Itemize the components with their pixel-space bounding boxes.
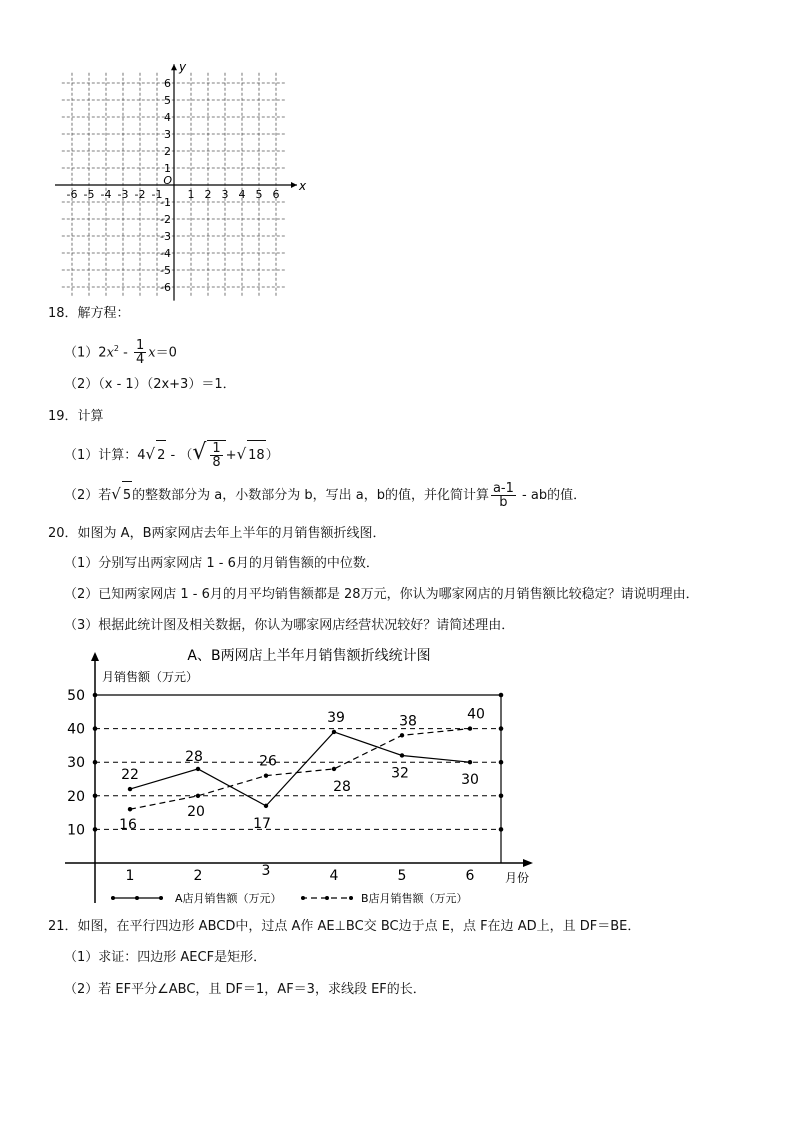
series-a-point [332, 730, 336, 734]
axis-tick-dot [93, 794, 98, 799]
x-tick-label: -1 [151, 188, 163, 201]
equals-zero: ＝0 [155, 345, 177, 361]
minus-paren: - （ [166, 448, 193, 463]
y-tick-label: -6 [160, 281, 171, 294]
part-number: （1） [64, 345, 99, 361]
x-tick-label: -6 [66, 188, 78, 201]
x-tick-label: -4 [100, 188, 112, 201]
series-a-data-label: 32 [391, 765, 409, 782]
x-tick-label: 6 [465, 868, 475, 884]
series-a-point [400, 753, 404, 757]
question-20-title: 20．如图为 A，B两家网店去年上半年的月销售额折线图． [48, 526, 386, 541]
y-tick-label: 4 [164, 111, 171, 124]
y-tick-label: 1 [164, 162, 171, 175]
x-tick-label: 5 [397, 868, 407, 884]
radical-sign: √ [145, 445, 156, 463]
axis-tick-dot [93, 726, 98, 731]
close-paren: ） [265, 448, 279, 463]
y-tick-label: 40 [67, 721, 85, 738]
fraction-numerator: 1 [212, 441, 221, 456]
gridline-end-dot [499, 794, 504, 799]
question-21-title: 21．如图，在平行四边形 ABCD中，过点 A作 AE⊥BC交 BC边于点 E，点 F在边 AD上，且 DF＝BE． [48, 919, 641, 934]
exponent: 2 [113, 344, 119, 353]
y-tick-label: 20 [67, 788, 85, 805]
question-20-part-1: （1）分别写出两家网店 1 - 6月的月销售额的中位数． [64, 556, 379, 571]
gridline-end-dot [499, 693, 504, 698]
y-tick-label: -4 [160, 247, 171, 260]
y-tick-label: 50 [67, 688, 85, 704]
y-tick-label: 6 [164, 77, 171, 90]
x-tick-label: 1 [187, 188, 195, 201]
part-1-prefix: （1）计算：4 [64, 448, 146, 463]
fraction-denominator: 4 [135, 352, 145, 368]
y-axis-title: 月销售额（万元） [102, 670, 199, 684]
gridline-end-dot [499, 726, 504, 731]
radical-sign: √ [192, 440, 207, 465]
y-tick-label: 2 [164, 145, 171, 158]
fraction-numerator: 1 [135, 338, 145, 354]
x-tick-label: -5 [83, 188, 95, 201]
question-21-part-2: （2）若 EF平分∠ABC，且 DF＝1，AF＝3，求线段 EF的长． [64, 982, 426, 997]
fraction-denominator: 8 [212, 455, 221, 470]
x-axis-label: x [299, 179, 307, 193]
series-b-point [468, 726, 472, 730]
legend-b-marker [325, 896, 329, 900]
series-a-point [128, 787, 132, 791]
coefficient: 2 [98, 345, 107, 361]
y-tick-label: -5 [160, 264, 171, 277]
legend-a-marker [111, 896, 115, 900]
minus-sign: - [119, 345, 132, 361]
fraction-numerator: a-1 [492, 481, 514, 496]
y-tick-label: -1 [160, 196, 171, 209]
chart-y-axis-arrow [91, 652, 99, 661]
series-b-point [332, 767, 336, 771]
series-a-data-label: 39 [327, 709, 345, 726]
legend-a-marker [135, 896, 139, 900]
axis-tick-dot [93, 760, 98, 765]
series-a-point [196, 767, 200, 771]
y-axis-label: y [179, 60, 187, 75]
variable-x: x [148, 345, 156, 361]
series-a-point [264, 804, 268, 808]
axis-tick-dot [93, 827, 98, 832]
variable-x: x [106, 345, 114, 361]
legend-b-marker [349, 896, 353, 900]
gridline-end-dot [499, 760, 504, 765]
y-tick-label: 5 [164, 94, 171, 107]
x-tick-label: 3 [261, 863, 271, 879]
question-19-part-2 [64, 480, 586, 510]
x-tick-label: 1 [125, 868, 135, 884]
fraction-denominator: b [499, 495, 508, 510]
series-b-data-label: 40 [467, 706, 485, 723]
fraction [491, 482, 516, 509]
gridline-end-dot [499, 827, 504, 832]
part-2-text: 的整数部分为 a，小数部分为 b，写出 a，b的值，并化简计算 [132, 488, 489, 503]
series-a-data-label: 28 [185, 748, 203, 765]
radical-sign: √ [236, 445, 247, 463]
question-19-title: 19．计算 [48, 409, 104, 424]
x-axis-arrow [291, 182, 297, 188]
series-a-line [130, 732, 470, 806]
series-b-data-label: 38 [399, 713, 417, 730]
radicand-fraction [207, 440, 225, 471]
y-axis-arrow [171, 64, 177, 70]
question-20-part-3: （3）根据此统计图及相关数据，你认为哪家网店经营状况较好？请简述理由． [64, 618, 515, 633]
part-2-prefix: （2）若 [64, 488, 112, 503]
question-18-part-2: （2）（x - 1）（2x+3）＝1． [64, 377, 236, 392]
x-tick-label: -2 [134, 188, 146, 201]
x-axis-title: 月份 [505, 871, 530, 885]
radicand: 18 [247, 440, 266, 471]
chart-title: A、B两网店上半年月销售额折线统计图 [187, 648, 431, 664]
chart-x-axis-arrow [523, 859, 533, 867]
y-tick-label: -3 [160, 230, 171, 243]
x-tick-label: -3 [117, 188, 129, 201]
y-tick-label: 30 [67, 755, 85, 772]
legend-a-marker [159, 896, 163, 900]
x-tick-label: 2 [193, 868, 203, 884]
x-tick-label: 4 [238, 188, 246, 201]
series-b-point [196, 794, 200, 798]
x-tick-label: 4 [329, 868, 339, 884]
x-tick-label: 6 [272, 188, 280, 201]
radicand: 2 [156, 440, 166, 471]
series-a-point [468, 760, 472, 764]
coordinate-grid [60, 55, 307, 294]
x-tick-label: 2 [204, 188, 212, 201]
axis-tick-dot [93, 693, 98, 698]
x-tick-label: 5 [255, 188, 263, 201]
y-tick-label: -2 [160, 213, 171, 226]
series-b-data-label: 28 [333, 778, 351, 795]
series-b-data-label: 16 [119, 817, 137, 834]
y-tick-label: 3 [164, 128, 171, 141]
radicand: 5 [122, 481, 132, 510]
origin-label: O [163, 174, 172, 187]
sales-line-chart [55, 640, 555, 910]
legend-a-label: A店月销售额（万元） [175, 892, 282, 905]
question-18-part-1 [64, 336, 177, 366]
legend-item-b [301, 891, 468, 905]
series-b-point [264, 773, 268, 777]
series-a-data-label: 30 [461, 772, 479, 789]
legend-b-marker [301, 896, 305, 900]
part-2-end: - ab的值． [517, 488, 587, 503]
question-18-title: 18．解方程： [48, 306, 130, 321]
series-a-data-label: 22 [121, 767, 139, 784]
series-b-data-label: 26 [259, 753, 277, 770]
series-b-point [128, 807, 132, 811]
question-21-part-1: （1）求证：四边形 AECF是矩形． [64, 950, 267, 965]
plus-sign: + [225, 448, 237, 463]
x-tick-label: 3 [221, 188, 229, 201]
legend-item-a [111, 891, 282, 905]
legend-b-label: B店月销售额（万元） [361, 892, 468, 905]
question-19-part-1 [64, 438, 279, 471]
question-20-part-2: （2）已知两家网店 1 - 6月的月平均销售额都是 28万元，你认为哪家网店的月销售额比较稳定？请说明理由． [64, 587, 699, 602]
fraction [134, 339, 146, 366]
series-b-point [400, 733, 404, 737]
series-a-data-label: 17 [253, 815, 271, 832]
radical-sign: √ [111, 485, 121, 503]
y-tick-label: 10 [67, 822, 85, 839]
series-b-data-label: 20 [187, 803, 205, 820]
